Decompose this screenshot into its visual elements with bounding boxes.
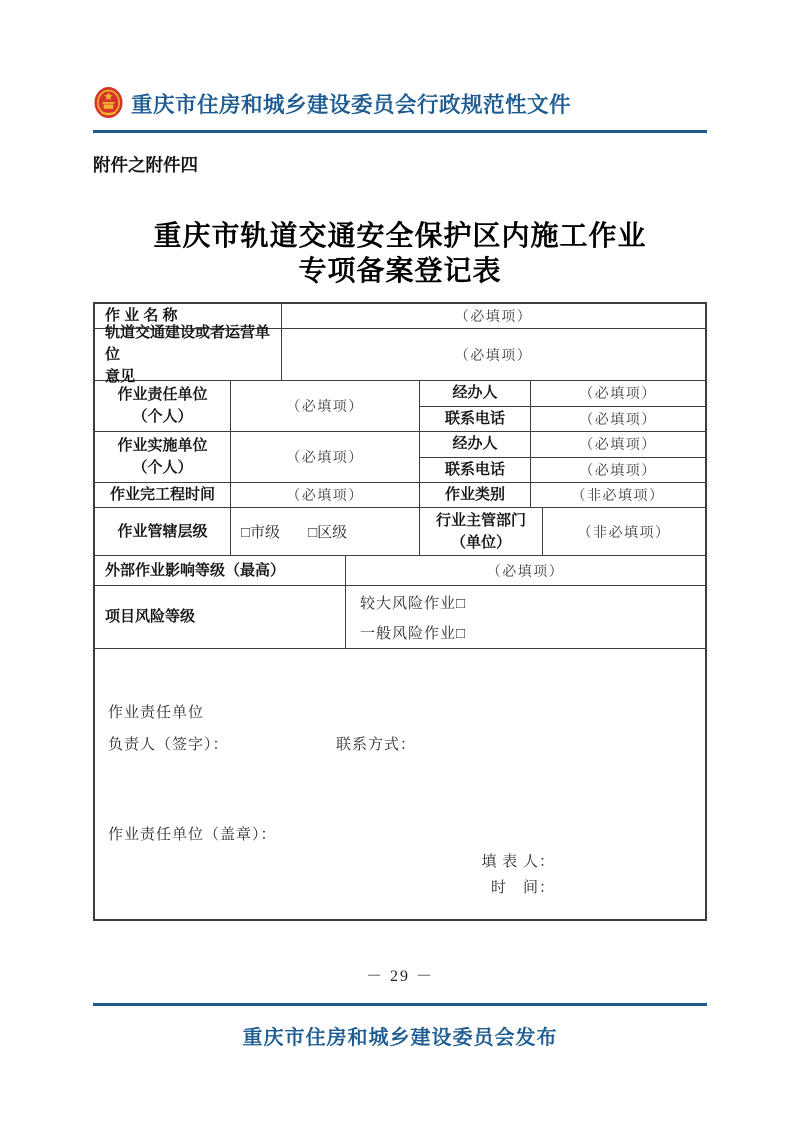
implement-phone-label: 联系电话: [444, 460, 505, 478]
implement-unit-value: （必填项）: [286, 451, 364, 466]
authority-label: [436, 510, 526, 554]
rail-opinion-label-line1: 轨道交通建设或者运营单位: [105, 323, 271, 363]
rail-opinion-value: （必填项）: [454, 348, 533, 364]
signer-label: 负责人（签字）：: [108, 737, 229, 753]
implement-unit-value-cell: [231, 432, 420, 482]
impact-level-value-cell: [346, 556, 705, 585]
job-name-value-cell: [282, 304, 705, 328]
completion-time-value-cell: [231, 483, 420, 507]
header-divider: [93, 130, 707, 133]
implement-agent-row: [420, 432, 705, 458]
completion-time-label-cell: [95, 483, 231, 507]
responsible-unit-value: （必填项）: [286, 400, 364, 415]
authority-label-cell: [420, 508, 543, 555]
completion-time-label: 作业完工程时间: [109, 486, 215, 503]
document-page: [93, 0, 707, 1050]
signature-cell: [95, 649, 705, 919]
implement-agent-value: （必填项）: [579, 438, 657, 454]
row-signature: [95, 649, 705, 919]
admin-level-label: 作业管辖层级: [117, 522, 208, 540]
implement-phone-label-cell: [420, 458, 531, 483]
completion-time-value: （必填项）: [286, 489, 364, 504]
fill-info-block: [340, 849, 555, 901]
job-name-value: （必填项）: [454, 310, 533, 325]
district-level-checkbox: □区级: [308, 525, 348, 541]
responsible-phone-value: （必填项）: [579, 412, 657, 428]
rail-opinion-value-cell: [282, 329, 705, 380]
responsible-agent-label-cell: [420, 381, 531, 406]
risk-level-options-cell: [346, 586, 705, 648]
implement-agent-label-cell: [420, 432, 531, 457]
footer-publisher: 重庆市住房和城乡建设委员会发布: [242, 1027, 558, 1049]
page-number: － 29 －: [365, 968, 434, 985]
impact-level-value: （必填项）: [486, 564, 565, 580]
authority-value-cell: [543, 508, 705, 555]
footer-divider: [93, 1003, 707, 1006]
city-level-checkbox: □市级: [241, 525, 281, 541]
signature-unit-line: 作业责任单位: [108, 705, 205, 721]
responsible-unit-contact-block: [420, 381, 705, 431]
admin-level-options-cell: [231, 508, 420, 555]
responsible-phone-row: [420, 407, 705, 432]
responsible-phone-value-cell: [531, 407, 705, 432]
job-category-label: 作业类别: [444, 486, 505, 503]
responsible-unit-label-cell: [95, 381, 231, 431]
implement-phone-value-cell: [531, 458, 705, 483]
seal-label: 作业责任单位（盖章）：: [108, 827, 277, 843]
responsible-unit-label: [117, 384, 207, 428]
authority-label-line2: （单位）: [450, 533, 511, 551]
title-line-2: 专项备案登记表: [298, 256, 502, 287]
impact-level-label: 外部作业影响等级（最高）: [105, 561, 286, 579]
responsible-agent-value-cell: [531, 381, 705, 406]
admin-level-label-cell: [95, 508, 231, 555]
filler-label: 填 表 人：: [481, 854, 555, 870]
row-admin-authority: [95, 508, 705, 556]
document-header: [93, 86, 707, 121]
implement-unit-label-line2: （个人）: [132, 459, 193, 476]
row-responsible-unit: [95, 381, 705, 432]
registration-form-table: [93, 302, 707, 921]
rail-opinion-label-cell: [95, 323, 282, 385]
job-category-value: （非必填项）: [571, 489, 665, 504]
row-completion-category: [95, 483, 705, 508]
job-category-label-cell: [420, 483, 531, 507]
implement-agent-label: 经办人: [452, 435, 498, 453]
row-risk-level: [95, 586, 705, 649]
title-line-1: 重庆市轨道交通安全保护区内施工作业: [153, 221, 647, 252]
responsible-agent-label: 经办人: [452, 384, 498, 402]
major-risk-checkbox: 较大风险作业□: [360, 595, 467, 612]
implement-agent-value-cell: [531, 432, 705, 457]
risk-level-label: 项目风险等级: [105, 608, 196, 625]
impact-level-label-cell: [95, 556, 346, 585]
responsible-agent-row: [420, 381, 705, 407]
responsible-unit-label-line1: 作业责任单位: [117, 386, 208, 403]
job-category-value-cell: [531, 483, 705, 507]
implement-phone-row: [420, 458, 705, 483]
date-label: 时 间：: [490, 880, 555, 896]
row-rail-opinion: [95, 323, 705, 385]
responsible-phone-label: 联系电话: [444, 409, 505, 427]
risk-level-label-cell: [95, 586, 346, 648]
responsible-unit-value-cell: [231, 381, 420, 431]
attachment-label: 附件之附件四: [93, 155, 198, 175]
job-name-label: 作 业 名 称: [105, 307, 178, 324]
implement-unit-label-cell: [95, 432, 231, 482]
signature-sign-line: [108, 733, 416, 754]
implement-unit-label-line1: 作业实施单位: [117, 437, 208, 454]
rail-opinion-label: [105, 322, 281, 388]
rail-opinion-label-line2: 意见: [105, 367, 136, 385]
general-risk-checkbox: 一般风险作业□: [360, 625, 467, 642]
responsible-phone-label-cell: [420, 407, 531, 432]
header-org-title: 重庆市住房和城乡建设委员会行政规范性文件: [131, 93, 572, 117]
document-title: [93, 219, 707, 289]
national-emblem-icon: [93, 86, 124, 121]
authority-value: （非必填项）: [577, 525, 671, 541]
row-impact-level: [95, 556, 705, 586]
authority-label-line1: 行业主管部门: [435, 511, 526, 529]
implement-unit-label: [117, 435, 207, 479]
responsible-unit-label-line2: （个人）: [132, 408, 193, 425]
responsible-agent-value: （必填项）: [579, 387, 657, 403]
implement-unit-contact-block: [420, 432, 705, 482]
implement-phone-value: （必填项）: [579, 463, 657, 479]
contact-label: 联系方式：: [336, 737, 417, 753]
row-implement-unit: [95, 432, 705, 483]
